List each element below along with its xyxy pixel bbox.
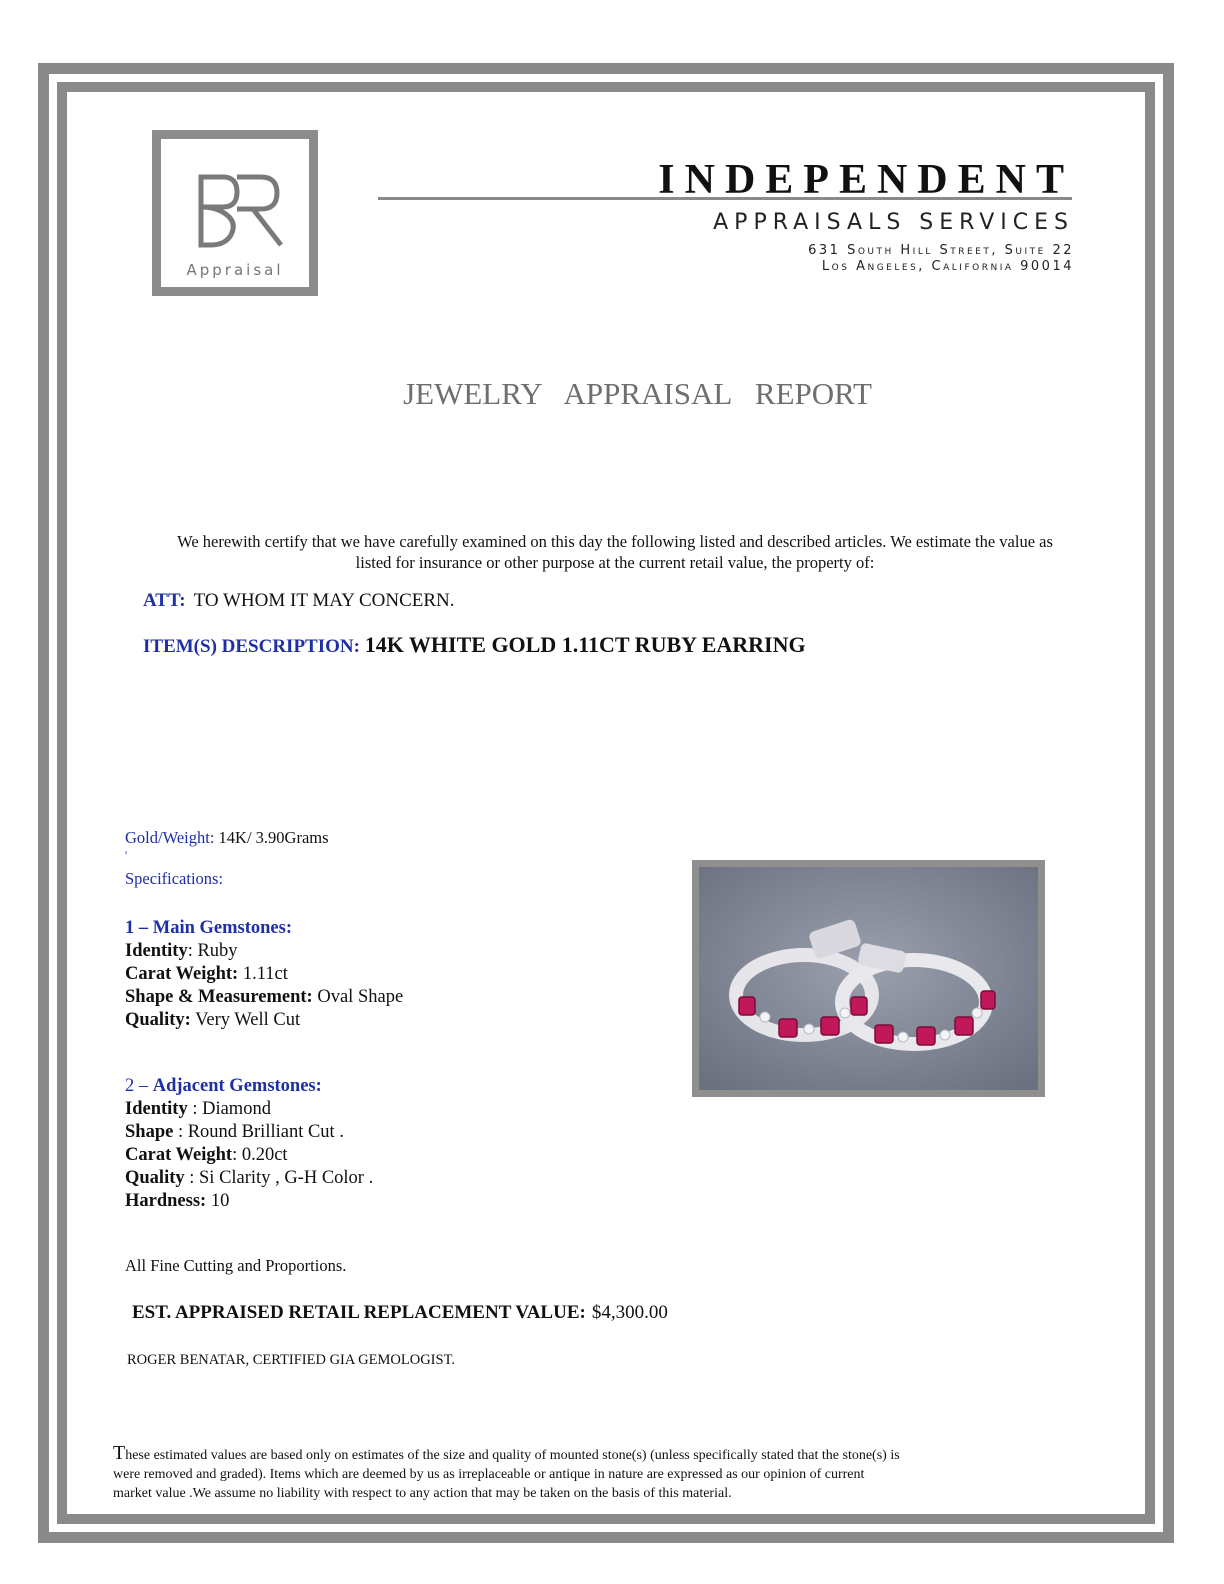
- address-line-2: Los Angeles, California 90014: [821, 259, 1074, 274]
- item-value: 14K WHITE GOLD 1.11CT RUBY EARRING: [364, 632, 806, 657]
- stray-mark: ': [125, 848, 128, 862]
- item-description: [143, 632, 806, 658]
- certify-line-1: We herewith certify that we have carefully examined on this day the following listed and described articles. We estimate the value as: [177, 532, 1053, 551]
- certification-text: [130, 531, 1100, 573]
- main-quality: Quality: Very Well Cut: [125, 1010, 301, 1030]
- cutting-note: All Fine Cutting and Proportions.: [125, 1256, 347, 1275]
- br-appraisal-logo: [152, 130, 318, 296]
- ruby-earrings-image: [699, 867, 1038, 1090]
- gold-value: 14K/ 3.90Grams: [218, 828, 329, 847]
- address-line-1: 631 South Hill Street, Suite 22: [808, 243, 1074, 258]
- att-label: ATT:: [143, 590, 186, 611]
- main-gemstones-heading: 1 – Main Gemstones:: [125, 918, 292, 938]
- disclaimer-line-1: These estimated values are based only on estimates of the size and quality of mounted stone(s) (unless specifically stated that the stone(s) is: [113, 1442, 900, 1464]
- disclaimer-line-2: were removed and graded). Items which are deemed by us as irreplaceable or antique in nature are expressed as our opinion of current: [113, 1467, 865, 1482]
- item-label: ITEM(S) DESCRIPTION:: [143, 636, 360, 657]
- earring-photo: [692, 860, 1045, 1097]
- adjacent-hardness: Hardness: 10: [125, 1191, 230, 1211]
- logo-caption: Appraisal: [186, 261, 284, 279]
- gemologist-signature: ROGER BENATAR, CERTIFIED GIA GEMOLOGIST.: [127, 1352, 455, 1368]
- adjacent-shape: Shape : Round Brilliant Cut .: [125, 1122, 344, 1142]
- brand-name: INDEPENDENT: [658, 157, 1074, 203]
- adjacent-gemstones-section: [125, 1075, 373, 1213]
- report-title: JEWELRY APPRAISAL REPORT: [403, 376, 872, 411]
- adjacent-quality: Quality : Si Clarity , G-H Color .: [125, 1168, 374, 1188]
- appraised-value: [132, 1302, 668, 1324]
- certify-line-2: listed for insurance or other purpose at the current retail value, the property of:: [355, 553, 875, 572]
- main-identity: Identity: Ruby: [125, 941, 238, 961]
- main-shape: Shape & Measurement: Oval Shape: [125, 987, 404, 1007]
- main-carat: Carat Weight: 1.11ct: [125, 964, 288, 984]
- brand-subtitle: APPRAISALS SERVICES: [713, 210, 1074, 235]
- att-value: TO WHOM IT MAY CONCERN.: [193, 590, 455, 611]
- adjacent-identity: Identity : Diamond: [125, 1099, 271, 1119]
- value-amount: $4,300.00: [591, 1302, 668, 1323]
- att-line: [143, 590, 455, 612]
- value-label: EST. APPRAISED RETAIL REPLACEMENT VALUE:: [132, 1302, 586, 1323]
- adjacent-carat: Carat Weight: 0.20ct: [125, 1145, 288, 1165]
- disclaimer-line-3: market value .We assume no liability with respect to any action that may be taken on the basis of this material.: [113, 1486, 732, 1501]
- specifications-label: Specifications:: [125, 869, 224, 888]
- adjacent-gemstones-heading: 2 – Adjacent Gemstones:: [125, 1076, 322, 1096]
- disclaimer: [113, 1444, 1073, 1503]
- main-gemstones-section: [125, 917, 403, 1032]
- br-monogram-icon: [191, 171, 291, 251]
- gold-label: Gold/Weight:: [125, 828, 215, 847]
- gold-weight: [125, 828, 329, 848]
